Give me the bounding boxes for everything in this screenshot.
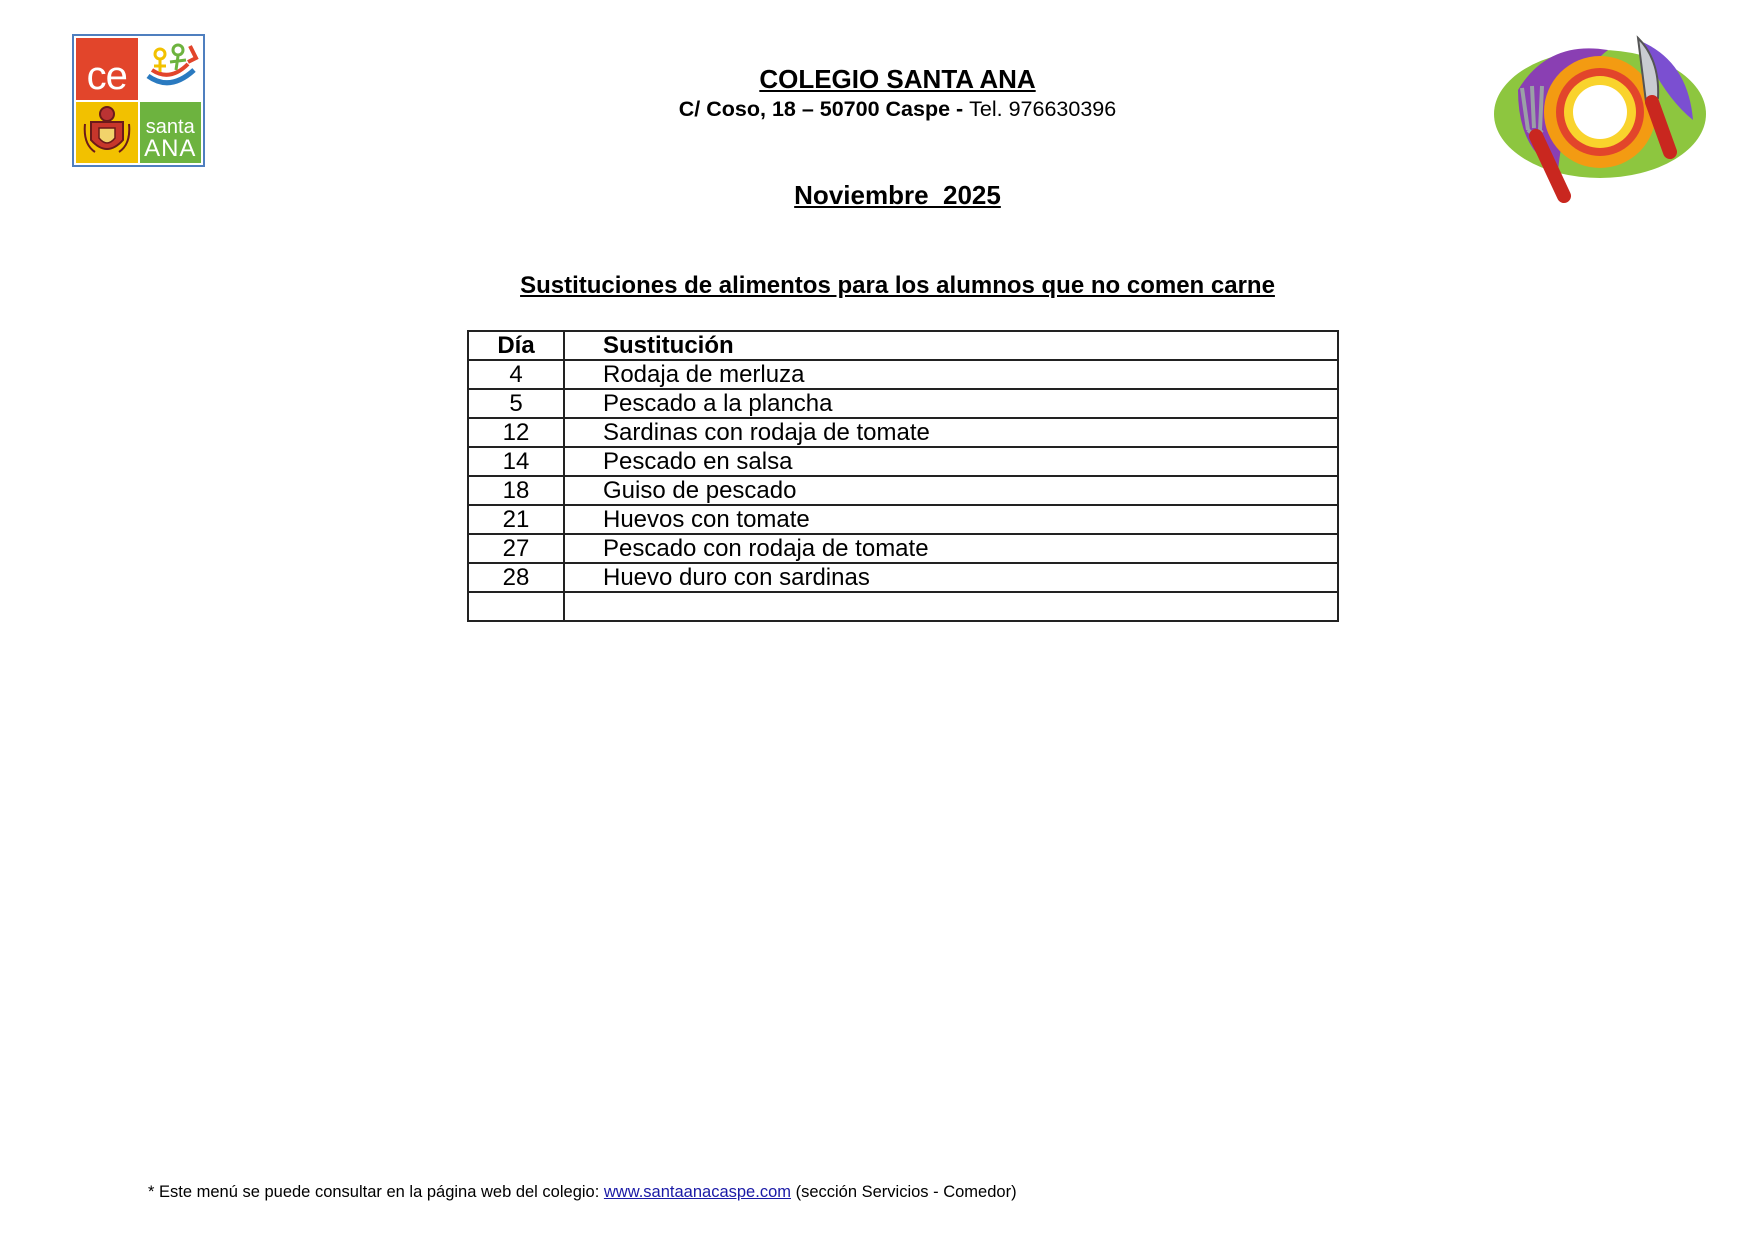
footer-suffix: (sección Servicios - Comedor) xyxy=(791,1183,1017,1201)
cell-substitution: Rodaja de merluza xyxy=(564,360,1338,389)
cell-day: 28 xyxy=(468,563,564,592)
cell-day: 27 xyxy=(468,534,564,563)
cell-substitution: Huevos con tomate xyxy=(564,505,1338,534)
section-subtitle: Sustituciones de alimentos para los alumnos que no comen carne xyxy=(520,272,1275,299)
school-name: COLEGIO SANTA ANA xyxy=(759,64,1036,94)
column-header-substitution: Sustitución xyxy=(564,331,1338,360)
cell-substitution: Sardinas con rodaja de tomate xyxy=(564,418,1338,447)
cell-substitution: Huevo duro con sardinas xyxy=(564,563,1338,592)
school-address xyxy=(0,97,1755,122)
substitutions-table xyxy=(467,330,1339,622)
footer-note xyxy=(148,1183,1017,1202)
table-row xyxy=(468,360,1338,389)
cell-day: 5 xyxy=(468,389,564,418)
cell-substitution: Pescado en salsa xyxy=(564,447,1338,476)
table-header-row xyxy=(468,331,1338,360)
table-row xyxy=(468,447,1338,476)
cell-day: 14 xyxy=(468,447,564,476)
logo-ce-text: ce xyxy=(86,53,127,98)
table-row xyxy=(468,505,1338,534)
logo-ana-text: ANA xyxy=(144,135,197,162)
website-link[interactable]: www.santaanacaspe.com xyxy=(603,1183,791,1201)
table-row xyxy=(468,476,1338,505)
cell-substitution: Pescado con rodaja de tomate xyxy=(564,534,1338,563)
month-title: Noviembre 2025 xyxy=(794,180,1001,210)
address-street: C/ Coso, 18 – 50700 Caspe - xyxy=(678,97,970,121)
cell-substitution: Pescado a la plancha xyxy=(564,389,1338,418)
table-row xyxy=(468,418,1338,447)
column-header-day: Día xyxy=(468,331,564,360)
logo-santa-text: santa xyxy=(145,116,195,138)
cell-day xyxy=(468,592,564,621)
table-row-empty xyxy=(468,592,1338,621)
cell-day: 4 xyxy=(468,360,564,389)
table-row xyxy=(468,563,1338,592)
table-row xyxy=(468,534,1338,563)
cell-day: 18 xyxy=(468,476,564,505)
cell-day: 21 xyxy=(468,505,564,534)
cell-substitution xyxy=(564,592,1338,621)
table-row xyxy=(468,389,1338,418)
footer-prefix: * Este menú se puede consultar en la página web del colegio: xyxy=(148,1183,604,1201)
cell-substitution: Guiso de pescado xyxy=(564,476,1338,505)
cell-day: 12 xyxy=(468,418,564,447)
address-phone: Tel. 976630396 xyxy=(969,97,1117,121)
